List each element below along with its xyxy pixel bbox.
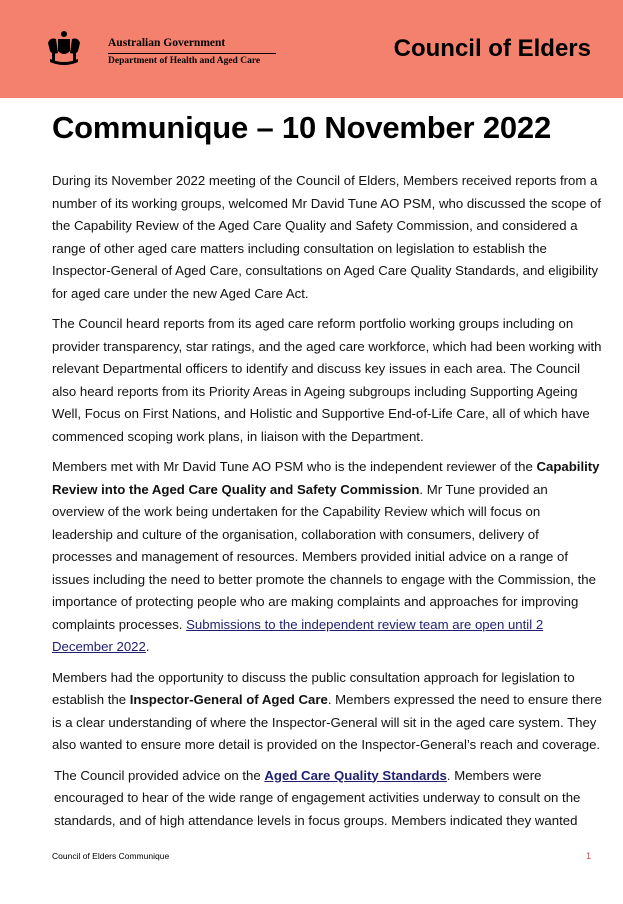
department-name: Department of Health and Aged Care bbox=[108, 56, 261, 66]
paragraph-quality-standards bbox=[52, 765, 602, 833]
document-body bbox=[52, 170, 602, 840]
paragraph-working-groups: The Council heard reports from its aged care reform portfolio working groups including on provider transparency, star ratings, and the aged care workforce, which had been working with relevant Departmental officers to identify and discuss key issues in each area. The Council also heard reports from its Priority Areas in Ageing subgroups including Supporting Ageing Well, Focus on First Nations, and Holistic and Supportive End-of-Life Care, all of which have commenced scoping work plans, in liaison with the Department. bbox=[52, 316, 602, 444]
bold-text: Inspector-General of Aged Care bbox=[129, 692, 328, 707]
government-name: Australian Government bbox=[108, 37, 226, 49]
page-title: Communique – 10 November 2022 bbox=[52, 110, 551, 145]
page-header bbox=[0, 0, 623, 98]
text-segment: Members had the opportunity to discuss the public consultation approach for legislation to establish the bbox=[52, 669, 575, 707]
header-title: Council of Elders bbox=[393, 35, 591, 62]
text-segment: The Council provided advice on the bbox=[54, 767, 265, 783]
text-segment: . bbox=[145, 639, 150, 654]
page-number: 1 bbox=[586, 851, 592, 861]
government-divider bbox=[108, 53, 276, 54]
text-segment: . Members expressed the need to ensure there is a clear understanding of where the Inspector-General will sit in the aged care system. They also wanted to ensure more detail is provided on the Inspector-General’s reach and coverage. bbox=[52, 692, 602, 752]
paragraph-inspector-general bbox=[52, 667, 602, 757]
text-segment: . Mr Tune provided an overview of the work being undertaken for the Capability Review which will focus on leadership and culture of the organisation, collaboration with consumers, delivery of processes and management of resources. Members provided initial advice on a range of issues including the need to better promote the channels to engage with the Commission, the importance of protecting people who are making complaints and approaches for improving complaints processes. bbox=[52, 481, 596, 632]
footer-title: Council of Elders Communique bbox=[52, 851, 170, 861]
link-text: Aged Care Quality Standards bbox=[264, 767, 447, 783]
coat-of-arms-icon bbox=[44, 29, 84, 67]
text-segment: . Members were encouraged to hear of the wide range of engagement activities underway to consult on the standards, and of high attendance levels in focus groups. Members indicated they wanted bbox=[54, 767, 581, 828]
submissions-link[interactable]: Submissions to the independent review team are open until 2 December 2022 bbox=[52, 616, 544, 654]
quality-standards-link[interactable] bbox=[264, 768, 446, 783]
paragraph-intro: During its November 2022 meeting of the Council of Elders, Members received reports from a number of its working groups, welcomed Mr David Tune AO PSM, who discussed the scope of the Capability Review of the Aged Care Quality and Safety Commission, and considered a range of other aged care matters including consultation on legislation to establish the Inspector-General of Aged Care, consultations on Aged Care Quality Standards, and eligibility for aged care under the new Aged Care Act. bbox=[52, 173, 601, 301]
bold-text: Capability Review into the Aged Care Quality and Safety Commission bbox=[52, 459, 600, 497]
paragraph-capability-review bbox=[52, 456, 602, 659]
text-segment: Members met with Mr David Tune AO PSM who is the independent reviewer of the bbox=[52, 459, 537, 474]
